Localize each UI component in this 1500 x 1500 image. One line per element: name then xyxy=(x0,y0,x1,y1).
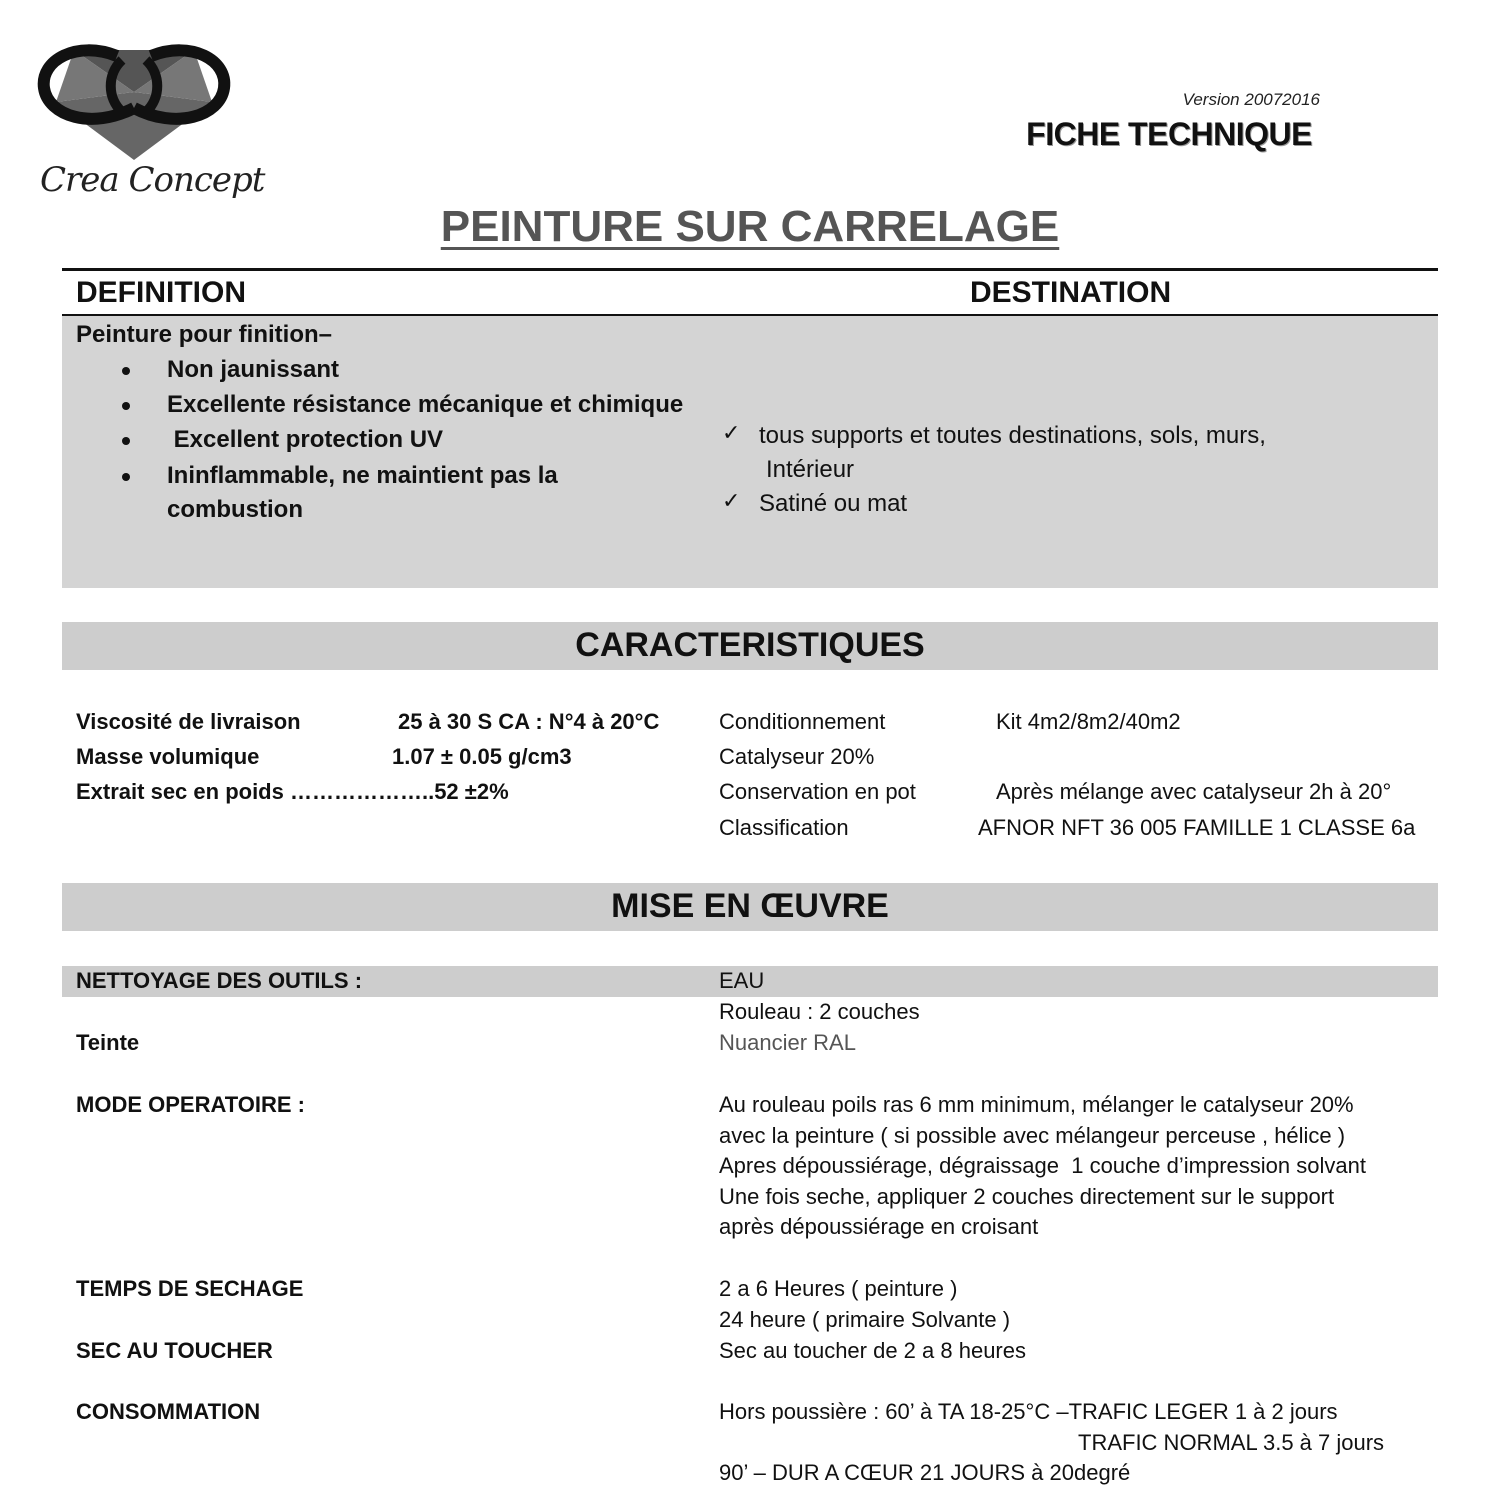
nettoyage-value: EAU xyxy=(719,968,765,993)
consommation-label: CONSOMMATION xyxy=(76,1399,261,1424)
mode-line: Une fois seche, appliquer 2 couches directement sur le support xyxy=(719,1184,1335,1209)
check-icon: ✓ xyxy=(722,420,741,445)
spec-value: 1.07 ± 0.05 g/cm3 xyxy=(392,744,572,769)
destination-item: Intérieur xyxy=(766,456,855,483)
destination-heading: DESTINATION xyxy=(970,276,1172,309)
spec-label: Viscosité de livraison xyxy=(76,709,301,734)
spec-label: Conservation en pot xyxy=(719,779,916,804)
consommation-line: 90’ – DUR A CŒUR 21 JOURS à 20degré xyxy=(719,1460,1131,1485)
bullet xyxy=(122,402,130,410)
consommation-line: Hors poussière : 60’ à TA 18-25°C –TRAFIC LEGER 1 à 2 jours xyxy=(719,1399,1338,1424)
definition-item: Excellente résistance mécanique et chimique xyxy=(167,391,684,418)
mode-line: Au rouleau poils ras 6 mm minimum, mélanger le catalyseur 20% xyxy=(719,1092,1354,1117)
consommation-line: TRAFIC NORMAL 3.5 à 7 jours xyxy=(1078,1430,1385,1455)
spec-label: Masse volumique xyxy=(76,744,260,769)
spec-label: Extrait sec en poids ………………..52 ±2% xyxy=(76,779,509,804)
spec-label: Conditionnement xyxy=(719,709,886,734)
mode-line: Apres dépoussiérage, dégraissage 1 couche d’impression solvant xyxy=(719,1153,1366,1178)
top-rule xyxy=(62,268,1438,271)
teinte-label: Teinte xyxy=(76,1030,140,1055)
spec-value: Kit 4m2/8m2/40m2 xyxy=(996,709,1181,734)
rouleau-value: Rouleau : 2 couches xyxy=(719,999,920,1024)
spec-value: AFNOR NFT 36 005 FAMILLE 1 CLASSE 6a xyxy=(978,815,1416,840)
mode-line: avec la peinture ( si possible avec mélangeur perceuse , hélice ) xyxy=(719,1123,1346,1148)
definition-intro: Peinture pour finition– xyxy=(76,321,332,348)
mise-en-oeuvre-heading: MISE EN ŒUVRE xyxy=(611,887,889,925)
fiche-technique-label: FICHE TECHNIQUE xyxy=(1026,116,1312,152)
definition-item: Ininflammable, ne maintient pas la xyxy=(167,462,558,489)
bullet xyxy=(122,437,130,445)
version-label: Version 20072016 xyxy=(1182,90,1320,109)
teinte-value: Nuancier RAL xyxy=(719,1030,856,1055)
definition-item: Non jaunissant xyxy=(167,356,340,383)
toucher-label: SEC AU TOUCHER xyxy=(76,1338,273,1363)
definition-item: Excellent protection UV xyxy=(167,426,444,453)
toucher-value: Sec au toucher de 2 a 8 heures xyxy=(719,1338,1026,1363)
destination-item: tous supports et toutes destinations, sols, murs, xyxy=(759,422,1266,449)
page-title: PEINTURE SUR CARRELAGE xyxy=(440,202,1060,251)
spec-label: Classification xyxy=(719,815,849,840)
spec-value: Après mélange avec catalyseur 2h à 20° xyxy=(996,779,1392,804)
mode-label: MODE OPERATOIRE : xyxy=(76,1092,305,1117)
check-icon: ✓ xyxy=(722,488,741,513)
bullet xyxy=(122,473,130,481)
destination-item: Satiné ou mat xyxy=(759,490,908,517)
caracteristiques-heading: CARACTERISTIQUES xyxy=(575,626,925,664)
sechage-line: 24 heure ( primaire Solvante ) xyxy=(719,1307,1011,1332)
definition-item: combustion xyxy=(167,496,303,523)
spec-value: 25 à 30 S CA : N°4 à 20°C xyxy=(398,709,660,734)
sechage-line: 2 a 6 Heures ( peinture ) xyxy=(719,1276,958,1301)
definition-heading: DEFINITION xyxy=(76,276,246,309)
logo-text: Crea Concept xyxy=(40,160,265,200)
bullet xyxy=(122,367,130,375)
nettoyage-label: NETTOYAGE DES OUTILS : xyxy=(76,968,363,993)
mode-line: après dépoussiérage en croisant xyxy=(719,1214,1039,1239)
sechage-label: TEMPS DE SECHAGE xyxy=(76,1276,304,1301)
spec-label: Catalyseur 20% xyxy=(719,744,875,769)
